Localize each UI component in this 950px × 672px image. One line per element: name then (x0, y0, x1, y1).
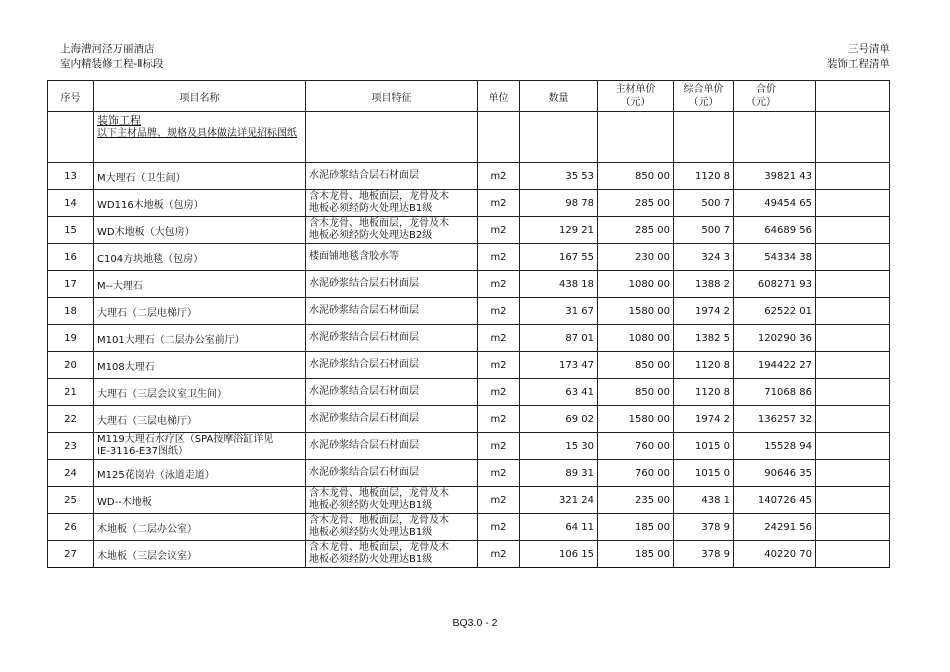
col-total-unit: （元） (746, 97, 776, 108)
row-unit: m2 (478, 298, 520, 325)
row-feature-line1: 水泥砂浆结合层石材面层 (309, 386, 419, 397)
row-blank (816, 163, 890, 190)
col-main-price-label: 主材单价 (615, 84, 656, 95)
row-name (94, 433, 306, 460)
row-main-price: 850 00 (598, 163, 674, 190)
row-name-line1: M119大理石水疗区（SPA按摩浴缸详见 (97, 434, 274, 445)
row-no: 21 (48, 379, 94, 406)
row-unit: m2 (478, 271, 520, 298)
row-main-price: 185 00 (598, 514, 674, 541)
row-feature (306, 352, 478, 379)
row-qty: 173 47 (520, 352, 598, 379)
list-number: 三号清单 (848, 43, 890, 55)
row-name: WD木地板（大包房） (94, 217, 306, 244)
row-main-price: 1580 00 (598, 298, 674, 325)
table-row (48, 217, 890, 244)
row-blank (816, 190, 890, 217)
row-unit-price: 1120 8 (674, 163, 734, 190)
row-main-price: 760 00 (598, 460, 674, 487)
row-feature-line2: 地板必须经防火处理达B1级 (309, 527, 433, 538)
row-qty: 98 78 (520, 190, 598, 217)
row-feature-line1: 水泥砂浆结合层石材面层 (309, 305, 419, 316)
row-unit-price: 1120 8 (674, 352, 734, 379)
row-unit-price: 1974 2 (674, 406, 734, 433)
row-no: 13 (48, 163, 94, 190)
row-main-price: 285 00 (598, 217, 674, 244)
row-main-price: 230 00 (598, 244, 674, 271)
row-main-price: 185 00 (598, 541, 674, 568)
table-row (48, 298, 890, 325)
row-main-price: 1580 00 (598, 406, 674, 433)
row-qty: 129 21 (520, 217, 598, 244)
col-name-header: 项目名称 (94, 81, 306, 112)
row-blank (816, 514, 890, 541)
row-total: 24291 56 (734, 514, 816, 541)
row-blank (816, 298, 890, 325)
row-no: 26 (48, 514, 94, 541)
row-main-price: 760 00 (598, 433, 674, 460)
row-name: M--大理石 (94, 271, 306, 298)
col-blank-header (816, 81, 890, 112)
row-feature (306, 541, 478, 568)
row-feature-line1: 水泥砂浆结合层石材面层 (309, 278, 419, 289)
row-no: 18 (48, 298, 94, 325)
row-unit: m2 (478, 190, 520, 217)
row-qty: 321 24 (520, 487, 598, 514)
table-header-row (48, 81, 890, 112)
col-unit-header: 单位 (478, 81, 520, 112)
row-qty: 87 01 (520, 325, 598, 352)
row-unit: m2 (478, 163, 520, 190)
row-total: 608271 93 (734, 271, 816, 298)
row-name: 大理石（二层电梯厅） (94, 298, 306, 325)
row-feature (306, 379, 478, 406)
table-row (48, 379, 890, 406)
row-unit-price: 1015 0 (674, 433, 734, 460)
row-total: 62522 01 (734, 298, 816, 325)
col-feature-header: 项目特征 (306, 81, 478, 112)
col-unit-price-header (674, 81, 734, 112)
row-feature (306, 271, 478, 298)
row-unit: m2 (478, 217, 520, 244)
row-name: WD--木地板 (94, 487, 306, 514)
table-row (48, 487, 890, 514)
row-name: 大理石（三层电梯厅） (94, 406, 306, 433)
row-blank (816, 379, 890, 406)
table-row (48, 433, 890, 460)
row-unit-price: 500 7 (674, 217, 734, 244)
bill-of-quantities-table (47, 80, 890, 568)
row-feature (306, 406, 478, 433)
row-name: 木地板（三层会议室） (94, 541, 306, 568)
row-feature-line1: 水泥砂浆结合层石材面层 (309, 467, 419, 478)
row-blank (816, 460, 890, 487)
row-blank (816, 271, 890, 298)
row-no: 15 (48, 217, 94, 244)
row-qty: 167 55 (520, 244, 598, 271)
row-feature-line1: 水泥砂浆结合层石材面层 (309, 170, 419, 181)
row-feature (306, 433, 478, 460)
row-feature-line2: 地板必须经防火处理达B1级 (309, 554, 433, 565)
row-name: 大理石（三层会议室卫生间） (94, 379, 306, 406)
table-row (48, 163, 890, 190)
row-feature (306, 514, 478, 541)
col-total-label: 合价 (756, 84, 776, 95)
row-total: 90646 35 (734, 460, 816, 487)
table-row (48, 352, 890, 379)
section-row (48, 112, 890, 163)
row-blank (816, 433, 890, 460)
row-feature-line1: 含木龙骨、地板面层，龙骨及木 (309, 488, 449, 499)
col-qty-header: 数量 (520, 81, 598, 112)
list-title: 装饰工程清单 (827, 58, 890, 70)
row-total: 15528 94 (734, 433, 816, 460)
row-feature-line1: 楼面铺地毯含胶水等 (309, 251, 399, 262)
row-total: 136257 32 (734, 406, 816, 433)
row-main-price: 1080 00 (598, 271, 674, 298)
row-qty: 15 30 (520, 433, 598, 460)
row-feature-line1: 含木龙骨、地板面层，龙骨及木 (309, 542, 449, 553)
row-unit-price: 378 9 (674, 541, 734, 568)
row-blank (816, 217, 890, 244)
row-total: 194422 27 (734, 352, 816, 379)
row-name: M108大理石 (94, 352, 306, 379)
row-feature-line2: 地板必须经防火处理达B2级 (309, 230, 433, 241)
row-qty: 35 53 (520, 163, 598, 190)
row-feature-line2: 地板必须经防火处理达B1级 (309, 203, 433, 214)
row-no: 19 (48, 325, 94, 352)
row-feature-line1: 水泥砂浆结合层石材面层 (309, 440, 419, 451)
row-unit: m2 (478, 379, 520, 406)
row-feature-line1: 水泥砂浆结合层石材面层 (309, 359, 419, 370)
row-name: C104方块地毯（包房） (94, 244, 306, 271)
row-feature (306, 460, 478, 487)
row-qty: 438 18 (520, 271, 598, 298)
row-unit: m2 (478, 352, 520, 379)
row-no: 25 (48, 487, 94, 514)
row-no: 23 (48, 433, 94, 460)
row-total: 49454 65 (734, 190, 816, 217)
row-name: WD116木地板（包房） (94, 190, 306, 217)
table-row (48, 244, 890, 271)
row-blank (816, 352, 890, 379)
row-unit: m2 (478, 244, 520, 271)
col-unit-price-unit: （元） (688, 97, 719, 108)
row-qty: 64 11 (520, 514, 598, 541)
row-qty: 89 31 (520, 460, 598, 487)
row-unit-price: 1974 2 (674, 298, 734, 325)
row-blank (816, 406, 890, 433)
row-main-price: 850 00 (598, 379, 674, 406)
table-row (48, 406, 890, 433)
row-total: 54334 38 (734, 244, 816, 271)
row-unit-price: 1120 8 (674, 379, 734, 406)
row-feature-line1: 含木龙骨、地板面层，龙骨及木 (309, 191, 449, 202)
row-feature (306, 487, 478, 514)
row-feature (306, 190, 478, 217)
row-unit: m2 (478, 541, 520, 568)
row-name-line2: IE-3116-E37图纸） (97, 446, 188, 457)
project-name: 上海漕河泾万丽酒店 (60, 43, 155, 55)
project-section: 室内精装修工程-Ⅱ标段 (60, 58, 164, 70)
row-no: 24 (48, 460, 94, 487)
col-main-price-header (598, 81, 674, 112)
col-total-header (734, 81, 816, 112)
row-feature (306, 163, 478, 190)
row-name: M大理石（卫生间） (94, 163, 306, 190)
row-name: 木地板（二层办公室） (94, 514, 306, 541)
row-no: 14 (48, 190, 94, 217)
row-unit: m2 (478, 514, 520, 541)
table-row (48, 190, 890, 217)
row-unit-price: 1388 2 (674, 271, 734, 298)
row-feature (306, 325, 478, 352)
row-unit: m2 (478, 487, 520, 514)
row-total: 39821 43 (734, 163, 816, 190)
row-unit: m2 (478, 406, 520, 433)
page-footer: BQ3.0 - 2 (452, 617, 498, 629)
table-row (48, 325, 890, 352)
row-feature-line2: 地板必须经防火处理达B1级 (309, 500, 433, 511)
col-unit-price-label: 综合单价 (683, 84, 724, 95)
row-no: 20 (48, 352, 94, 379)
table-row (48, 271, 890, 298)
row-blank (816, 325, 890, 352)
row-total: 64689 56 (734, 217, 816, 244)
table-row (48, 460, 890, 487)
row-main-price: 285 00 (598, 190, 674, 217)
row-unit: m2 (478, 325, 520, 352)
row-unit-price: 438 1 (674, 487, 734, 514)
row-unit-price: 500 7 (674, 190, 734, 217)
row-feature (306, 217, 478, 244)
row-unit: m2 (478, 460, 520, 487)
col-no-header: 序号 (48, 81, 94, 112)
row-main-price: 1080 00 (598, 325, 674, 352)
row-main-price: 850 00 (598, 352, 674, 379)
row-main-price: 235 00 (598, 487, 674, 514)
row-feature-line1: 含木龙骨、地板面层，龙骨及木 (309, 515, 449, 526)
row-qty: 63 41 (520, 379, 598, 406)
section-cell (94, 112, 306, 163)
row-no: 16 (48, 244, 94, 271)
row-feature (306, 298, 478, 325)
row-blank (816, 487, 890, 514)
section-note: 以下主材品牌、规格及具体做法详见招标图纸 (97, 128, 297, 139)
row-name: M125花岗岩（泳道走道） (94, 460, 306, 487)
row-feature-line1: 含木龙骨、地板面层，龙骨及木 (309, 218, 449, 229)
row-qty: 106 15 (520, 541, 598, 568)
row-total: 40220 70 (734, 541, 816, 568)
row-no: 17 (48, 271, 94, 298)
col-main-price-unit: （元） (620, 97, 651, 108)
row-unit-price: 1015 0 (674, 460, 734, 487)
table-row (48, 541, 890, 568)
header-left (60, 42, 163, 72)
row-unit-price: 324 3 (674, 244, 734, 271)
row-total: 71068 86 (734, 379, 816, 406)
row-no: 22 (48, 406, 94, 433)
row-total: 120290 36 (734, 325, 816, 352)
table-row (48, 514, 890, 541)
row-feature-line1: 水泥砂浆结合层石材面层 (309, 413, 419, 424)
row-blank (816, 244, 890, 271)
row-blank (816, 541, 890, 568)
row-feature-line1: 水泥砂浆结合层石材面层 (309, 332, 419, 343)
row-qty: 31 67 (520, 298, 598, 325)
row-unit-price: 378 9 (674, 514, 734, 541)
row-feature (306, 244, 478, 271)
row-name: M101大理石（二层办公室前厅） (94, 325, 306, 352)
row-qty: 69 02 (520, 406, 598, 433)
row-unit: m2 (478, 433, 520, 460)
header-right (827, 42, 890, 72)
row-unit-price: 1382 5 (674, 325, 734, 352)
row-total: 140726 45 (734, 487, 816, 514)
section-title: 装饰工程 (97, 114, 141, 127)
row-no: 27 (48, 541, 94, 568)
